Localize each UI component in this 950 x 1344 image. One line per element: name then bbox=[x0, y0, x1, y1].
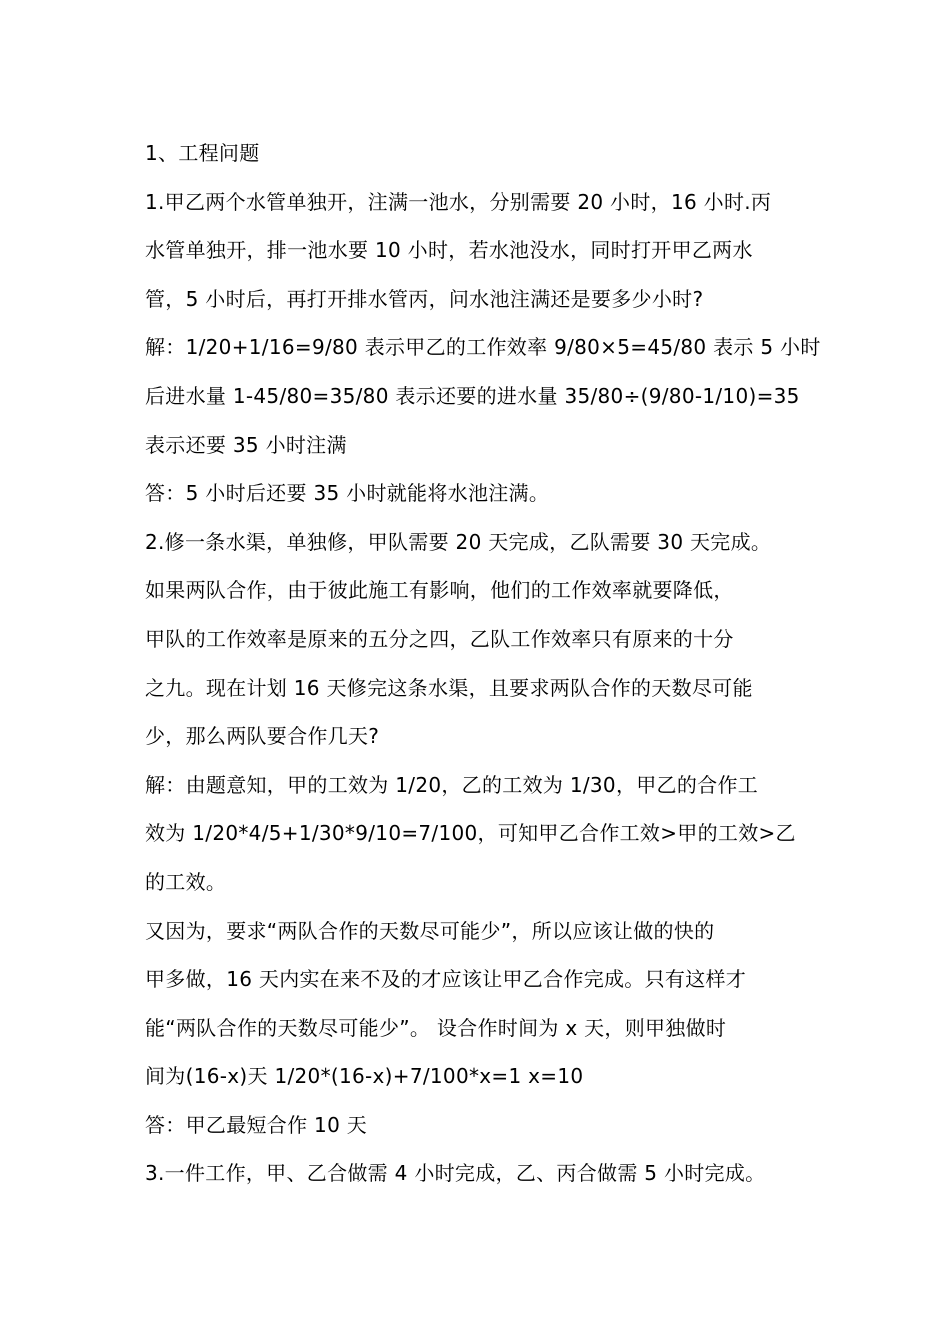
problem-1-question-line: 管，5 小时后，再打开排水管丙，问水池注满还是要多少小时? bbox=[145, 286, 704, 311]
problem-2-reasoning bbox=[145, 907, 810, 1101]
problem-1-question-line: 1.甲乙两个水管单独开，注满一池水，分别需要 20 小时，16 小时.丙 bbox=[145, 189, 772, 214]
problem-1-solution bbox=[145, 323, 821, 469]
problem-2-reasoning-line: 甲多做，16 天内实在来不及的才应该让甲乙合作完成。只有这样才 bbox=[145, 967, 747, 992]
problem-2-question-line: 之九。现在计划 16 天修完这条水渠，且要求两队合作的天数尽可能 bbox=[145, 675, 753, 700]
problem-2-answer bbox=[145, 1101, 810, 1150]
problem-1-question bbox=[145, 178, 810, 324]
problem-3-question bbox=[145, 1149, 810, 1198]
problem-1-solution-line: 后进水量 1-45/80=35/80 表示还要的进水量 35/80÷(9/80-1/10)=35 bbox=[145, 383, 800, 408]
problem-2-solution bbox=[145, 761, 810, 907]
problem-3-question-line: 3.一件工作，甲、乙合做需 4 小时完成，乙、丙合做需 5 小时完成。 bbox=[145, 1161, 766, 1186]
problem-2-reasoning-line: 能“两队合作的天数尽可能少”。 设合作时间为 x 天，则甲独做时 bbox=[145, 1015, 727, 1040]
problem-2-question bbox=[145, 518, 810, 761]
problem-2-question-line: 甲队的工作效率是原来的五分之四，乙队工作效率只有原来的十分 bbox=[145, 626, 734, 651]
problem-1-answer bbox=[145, 469, 810, 518]
problem-1-answer-text: 答：5 小时后还要 35 小时就能将水池注满。 bbox=[145, 481, 550, 506]
document-body bbox=[145, 129, 821, 1198]
problem-2-reasoning-line: 又因为，要求“两队合作的天数尽可能少”，所以应该让做的快的 bbox=[145, 918, 715, 943]
problem-2-answer-text: 答：甲乙最短合作 10 天 bbox=[145, 1112, 368, 1137]
problem-2-question-line: 2.修一条水渠，单独修，甲队需要 20 天完成，乙队需要 30 天完成。 bbox=[145, 529, 772, 554]
section-title bbox=[145, 129, 810, 178]
problem-2-solution-line: 效为 1/20*4/5+1/30*9/10=7/100，可知甲乙合作工效>甲的工效>乙 bbox=[145, 821, 796, 846]
problem-2-solution-line: 的工效。 bbox=[145, 869, 227, 894]
section-title-text: 1、工程问题 bbox=[145, 141, 260, 165]
problem-2-reasoning-line: 间为(16-x)天 1/20*(16-x)+7/100*x=1 x=10 bbox=[145, 1064, 584, 1089]
problem-2-solution-line: 解：由题意知，甲的工效为 1/20，乙的工效为 1/30，甲乙的合作工 bbox=[145, 772, 759, 797]
problem-1-solution-line: 表示还要 35 小时注满 bbox=[145, 432, 347, 457]
problem-1-question-line: 水管单独开，排一池水要 10 小时，若水池没水，同时打开甲乙两水 bbox=[145, 238, 753, 263]
problem-2-question-line: 少，那么两队要合作几天? bbox=[145, 724, 380, 749]
problem-1-solution-line: 解：1/20+1/16=9/80 表示甲乙的工作效率 9/80×5=45/80 表示 5 小时 bbox=[145, 335, 821, 360]
problem-2-question-line: 如果两队合作，由于彼此施工有影响，他们的工作效率就要降低， bbox=[145, 578, 734, 603]
